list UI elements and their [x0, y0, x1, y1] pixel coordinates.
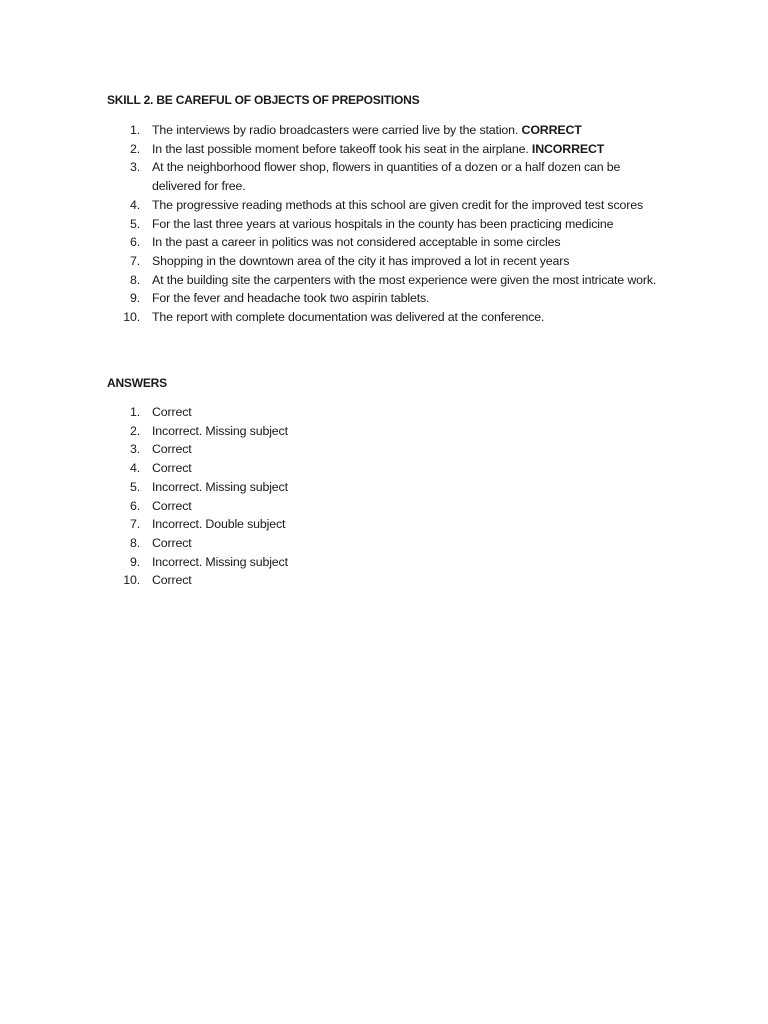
answer-list	[107, 403, 667, 590]
question-item	[107, 215, 667, 234]
list-number: 8.	[129, 535, 140, 550]
list-text	[152, 121, 667, 140]
list-number: 5.	[129, 479, 140, 494]
list-text	[152, 440, 667, 459]
answer-item	[107, 497, 667, 516]
question-item	[107, 196, 667, 215]
question-item	[107, 140, 667, 159]
list-number: 1.	[129, 123, 140, 137]
item-text: Incorrect. Double subject	[152, 517, 286, 532]
item-text: For the last three years at various hospitals in the county has been practicing medicine	[152, 216, 614, 231]
list-number: 3.	[129, 160, 140, 175]
item-text: For the fever and headache took two aspirin tablets.	[152, 291, 430, 306]
list-number: 2.	[129, 141, 140, 156]
list-text	[152, 497, 667, 516]
answer-item	[107, 553, 667, 572]
item-text: Correct	[152, 535, 192, 550]
list-text	[152, 534, 667, 553]
list-text	[152, 289, 667, 308]
list-text	[152, 422, 667, 441]
item-text: Correct	[152, 461, 192, 476]
list-text	[152, 478, 667, 497]
answer-item	[107, 459, 667, 478]
question-item	[107, 252, 667, 271]
list-number: 4.	[129, 197, 140, 212]
question-item	[107, 158, 667, 195]
list-text	[152, 252, 667, 271]
item-text: Correct	[152, 573, 192, 588]
answer-item	[107, 403, 667, 422]
question-list	[107, 121, 667, 327]
item-text: Incorrect. Missing subject	[152, 423, 288, 438]
item-text: In the past a career in politics was not considered acceptable in some circles	[152, 235, 561, 250]
list-number: 10.	[123, 573, 140, 588]
question-item	[107, 289, 667, 308]
list-number: 10.	[123, 310, 140, 325]
answer-item	[107, 534, 667, 553]
list-text	[152, 403, 667, 422]
question-item	[107, 233, 667, 252]
item-text: The progressive reading methods at this school are given credit for the improved test scores	[152, 197, 644, 212]
answer-item	[107, 571, 667, 590]
list-number: 9.	[129, 554, 140, 569]
list-number: 6.	[129, 235, 140, 250]
list-number: 4.	[129, 461, 140, 476]
list-text	[152, 459, 667, 478]
answer-item	[107, 515, 667, 534]
item-text: Incorrect. Missing subject	[152, 479, 288, 494]
answer-item	[107, 422, 667, 441]
verdict-label: INCORRECT	[531, 141, 605, 156]
item-text: The report with complete documentation was delivered at the conference.	[152, 310, 545, 325]
question-item	[107, 308, 667, 327]
list-number: 2.	[129, 423, 140, 438]
list-text	[152, 515, 667, 534]
item-text: Correct	[152, 442, 192, 457]
item-text: Shopping in the downtown area of the city it has improved a lot in recent years	[152, 253, 570, 268]
item-text: Incorrect. Missing subject	[152, 554, 288, 569]
list-text	[152, 571, 667, 590]
list-number: 3.	[129, 442, 140, 457]
list-text	[152, 140, 667, 159]
list-text	[152, 196, 667, 215]
list-number: 6.	[129, 498, 140, 513]
item-text: In the last possible moment before takeoff took his seat in the airplane.	[152, 141, 532, 156]
list-number: 7.	[129, 517, 140, 532]
list-number: 7.	[129, 253, 140, 268]
list-number: 1.	[129, 405, 140, 419]
list-number: 9.	[129, 291, 140, 306]
item-text: Correct	[152, 405, 192, 419]
list-text	[152, 158, 667, 195]
list-text	[152, 271, 667, 290]
verdict-label: CORRECT	[521, 123, 582, 137]
answer-item	[107, 478, 667, 497]
question-item	[107, 121, 667, 140]
answers-heading: ANSWERS	[107, 376, 167, 390]
item-text: At the neighborhood flower shop, flowers in quantities of a dozen or a half dozen can be delivered for free.	[152, 160, 621, 194]
list-number: 8.	[129, 272, 140, 287]
list-number: 5.	[129, 216, 140, 231]
list-text	[152, 308, 667, 327]
item-text: Correct	[152, 498, 192, 513]
list-text	[152, 553, 667, 572]
list-text	[152, 233, 667, 252]
answer-item	[107, 440, 667, 459]
question-item	[107, 271, 667, 290]
list-text	[152, 215, 667, 234]
item-text: The interviews by radio broadcasters were carried live by the station.	[152, 123, 522, 137]
skill-heading: SKILL 2. BE CAREFUL OF OBJECTS OF PREPOSITIONS	[107, 93, 420, 107]
item-text: At the building site the carpenters with the most experience were given the most intricate work.	[152, 272, 657, 287]
